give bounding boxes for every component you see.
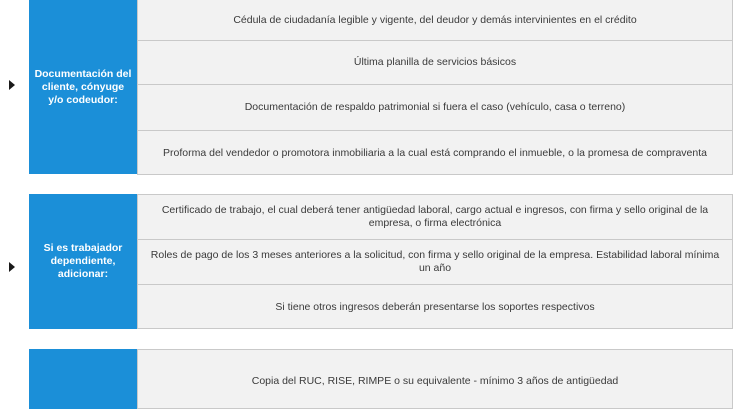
requirement-text: Cédula de ciudadanía legible y vigente, del deudor y demás intervinientes en el crédito [233, 13, 637, 26]
section-client-documentation [0, 0, 750, 175]
requirement-text: Proforma del vendedor o promotora inmobiliaria a la cual está comprando el inmueble, o la promesa de compraventa [163, 146, 707, 159]
requirement-text: Certificado de trabajo, el cual deberá tener antigüedad laboral, cargo actual e ingresos, con firma y sello original de la empresa, o firma electrónica [161, 204, 709, 229]
requirement-text: Roles de pago de los 3 meses anteriores a la solicitud, con firma y sello original de la empresa. Estabilidad laboral mínima un año [150, 249, 720, 274]
section-label [29, 194, 137, 329]
requirement-text: Última planilla de servicios básicos [353, 56, 517, 68]
requirement-item [138, 350, 732, 412]
requirement-text: Documentación de respaldo patrimonial si fuera el caso (vehículo, casa o terreno) [244, 101, 626, 113]
requirements-list [137, 349, 733, 409]
section-independent-requirements [0, 349, 750, 409]
requirements-list [137, 194, 733, 329]
requirement-item [138, 0, 732, 40]
requirement-text: Si tiene otros ingresos deberán presentarse los soportes respectivos [275, 301, 595, 313]
requirement-item [138, 195, 732, 239]
requirement-item [138, 284, 732, 330]
requirement-text: Copia del RUC, RISE, RIMPE o su equivalente - mínimo 3 años de antigüedad [251, 374, 619, 387]
requirements-list [137, 0, 733, 175]
requirement-item [138, 40, 732, 84]
section-arrow-icon [9, 80, 15, 90]
section-arrow-icon [9, 262, 15, 272]
section-label [29, 0, 137, 174]
section-employee-requirements [0, 194, 750, 329]
requirement-item [138, 130, 732, 175]
section-label-text: Documentación del cliente, cónyuge y/o codeudor: [34, 67, 132, 106]
section-label [29, 349, 137, 409]
requirement-item [138, 239, 732, 284]
section-label-text: Si es trabajador dependiente, adicionar: [43, 242, 123, 280]
requirement-item [138, 84, 732, 130]
